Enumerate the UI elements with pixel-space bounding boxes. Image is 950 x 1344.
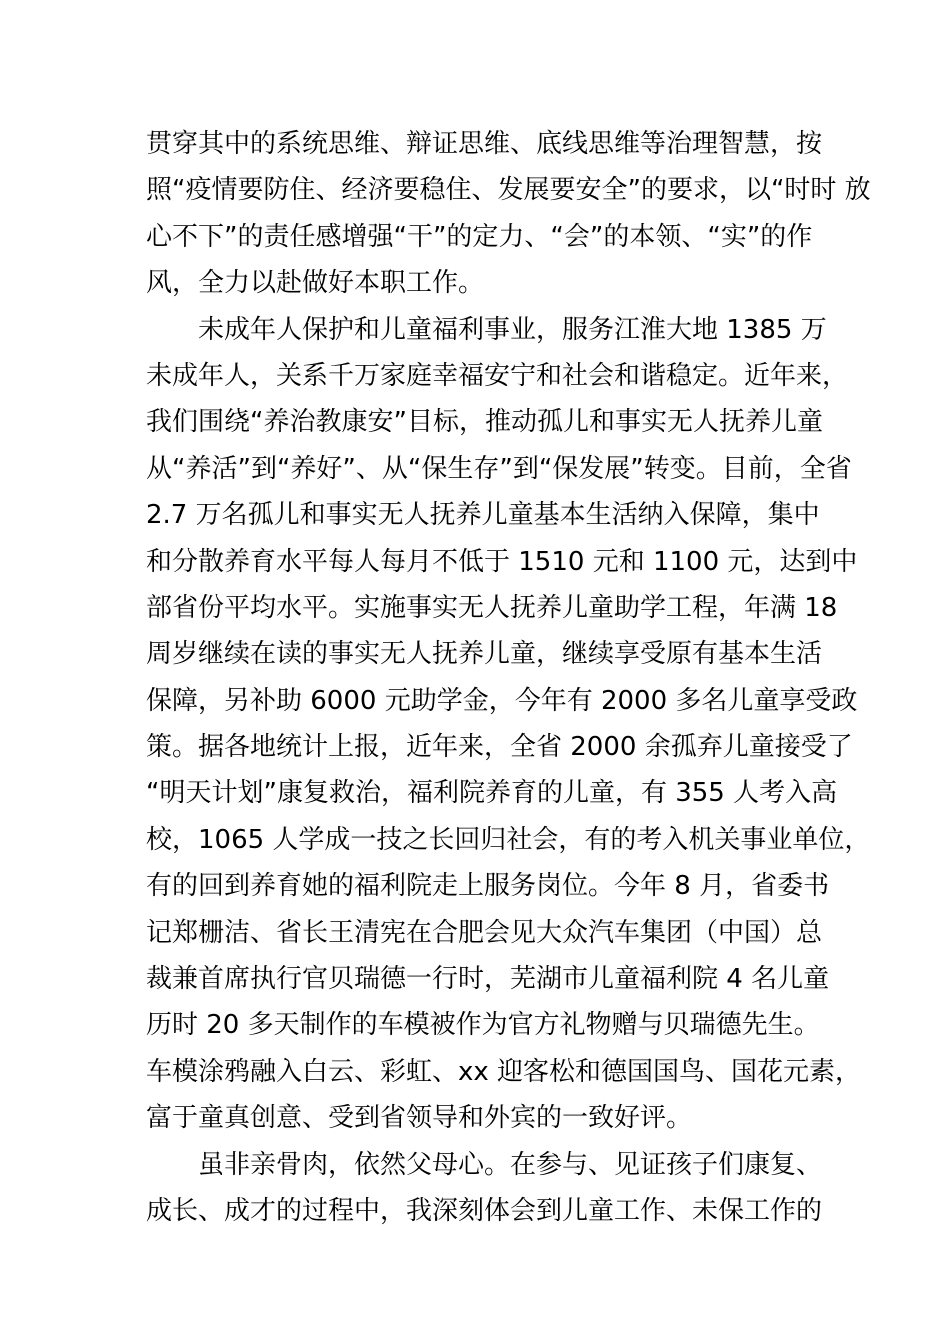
text-line: 贯穿其中的系统思维、辩证思维、底线思维等治理智慧，按 <box>146 129 823 159</box>
text-line: 2.7 万名孤儿和事实无人抚养儿童基本生活纳入保障，集中 <box>146 500 820 531</box>
text-line: 心不下”的责任感增强“干”的定力、“会”的本领、“实”的作 <box>146 221 813 252</box>
text-line: 车模涂鸦融入白云、彩虹、xx 迎客松和德国国鸟、国花元素， <box>146 1056 862 1087</box>
text-line: 未成年人，关系千万家庭幸福安宁和社会和谐稳定。近年来， <box>146 360 849 391</box>
text-line: 我们围绕“养治教康安”目标，推动孤儿和事实无人抚养儿童 <box>146 407 823 438</box>
text-line: 周岁继续在读的事实无人抚养儿童，继续享受原有基本生活 <box>146 639 823 670</box>
document-body-text <box>146 121 871 1234</box>
text-line: 照“疫情要防住、经济要稳住、发展要安全”的要求，以“时时 放 <box>146 175 871 206</box>
text-line: 部省份平均水平。实施事实无人抚养儿童助学工程，年满 18 <box>146 592 838 623</box>
text-line: 裁兼首席执行官贝瑞德一行时，芜湖市儿童福利院 4 名儿童 <box>146 964 830 995</box>
text-line: 未成年人保护和儿童福利事业，服务江淮大地 1385 万 <box>198 314 827 345</box>
text-line: “明天计划”康复救治，福利院养育的儿童，有 355 人考入高 <box>146 778 838 809</box>
text-line: 校，1065 人学成一技之长回归社会，有的考入机关事业单位， <box>146 824 871 855</box>
text-line: 有的回到养育她的福利院走上服务岗位。今年 8 月，省委书 <box>146 871 830 902</box>
text-line: 策。据各地统计上报，近年来，全省 2000 余孤弃儿童接受了 <box>146 732 853 763</box>
text-line: 富于童真创意、受到省领导和外宾的一致好评。 <box>146 1103 693 1134</box>
text-line: 保障，另补助 6000 元助学金，今年有 2000 多名儿童享受政 <box>146 685 858 716</box>
text-line: 成长、成才的过程中，我深刻体会到儿童工作、未保工作的 <box>146 1195 823 1226</box>
text-line: 虽非亲骨肉，依然父母心。在参与、见证孩子们康复、 <box>198 1149 823 1180</box>
text-line: 历时 20 多天制作的车模被作为官方礼物赠与贝瑞德先生。 <box>146 1010 820 1041</box>
text-line: 风，全力以赴做好本职工作。 <box>146 268 485 299</box>
text-line: 记郑栅洁、省长王清宪在合肥会见大众汽车集团（中国）总 <box>146 917 823 948</box>
text-line: 和分散养育水平每人每月不低于 1510 元和 1100 元，达到中 <box>146 546 858 577</box>
text-line: 从“养活”到“养好”、从“保生存”到“保发展”转变。目前，全省 <box>146 453 852 484</box>
